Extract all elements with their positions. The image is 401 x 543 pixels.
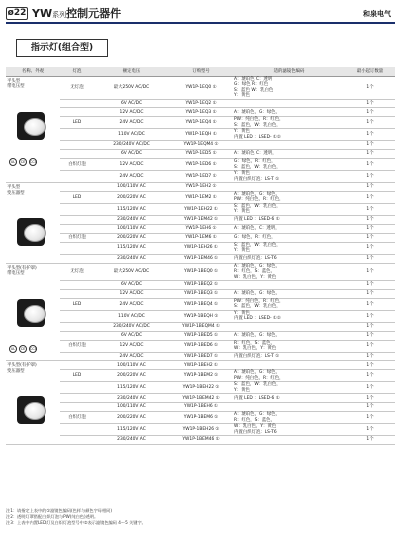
header-rule <box>6 22 395 24</box>
min-order-qty: 1个 <box>345 281 395 290</box>
lamp-type: LED <box>60 117 94 129</box>
order-model: YW1P-1BEQ3 ① <box>169 289 233 298</box>
lens-color-code: A：琥珀色 C：透明， <box>233 150 345 159</box>
lens-color-code: 内置 LED ：LSED-6 ① <box>233 394 345 403</box>
order-model: YW1P-1EM42 ① <box>169 215 233 224</box>
order-model: YW1P-1BEH22 ① <box>169 382 233 394</box>
rated-voltage: 200/220V AC <box>94 412 169 424</box>
min-order-qty: 1个 <box>345 233 395 242</box>
lens-color-code: Y：黄色 内置 LED ：LSED- ①② <box>233 310 345 322</box>
cert-mark-icon: UL <box>10 159 16 164</box>
table-row <box>6 382 395 394</box>
min-order-qty: 1个 <box>345 191 395 203</box>
min-order-qty: 1个 <box>345 99 395 108</box>
product-cell <box>6 76 60 183</box>
rated-voltage: 12V AC/DC <box>94 159 169 171</box>
lens-color-code: PW：纯白色，R：红色， S：蓝色，W：乳白色， <box>233 298 345 310</box>
table-row <box>6 263 395 281</box>
order-model: YW1P-1BEM2 ① <box>169 370 233 382</box>
rated-voltage: 最大250V AC/DC <box>94 76 169 99</box>
rated-voltage: 100/110V AC <box>94 403 169 412</box>
pilot-lamp-image <box>13 214 53 254</box>
min-order-qty: 1个 <box>345 254 395 263</box>
lens-color-code: A：琥珀色，G：绿色， <box>233 108 345 117</box>
min-order-qty: 1个 <box>345 150 395 159</box>
rated-voltage: 230/240V AC/DC <box>94 141 169 150</box>
table-row <box>6 76 395 99</box>
lens-color-code: S：蓝色，W：乳白色， Y：黄色 <box>233 203 345 215</box>
order-model: YW1P-1BED6 ① <box>169 340 233 352</box>
order-model: YW1P-1BEQ0 ① <box>169 263 233 281</box>
rated-voltage: 200/220V AC <box>94 191 169 203</box>
col-model: 订购型号 <box>169 67 233 76</box>
col-voltage: 额定电压 <box>94 67 169 76</box>
lens-color-code <box>233 436 345 445</box>
lens-color-code: 内置白炽灯泡：LS-T6 <box>233 254 345 263</box>
spec-table <box>6 67 395 445</box>
lens-color-code: A：琥珀色，G：绿色， R：红色，S：蓝色， W：乳白色，Y：黄色 <box>233 263 345 281</box>
order-model: YW1P-1EM2 ① <box>169 191 233 203</box>
product-name: 平头型 带电压型 <box>7 78 25 89</box>
table-row <box>6 281 395 290</box>
lamp-type <box>60 224 94 233</box>
section-title: 指示灯(组合型) <box>16 39 108 57</box>
lamp-type <box>60 424 94 436</box>
rated-voltage: 100/110V AC <box>94 183 169 192</box>
min-order-qty: 1个 <box>345 108 395 117</box>
table-row <box>6 370 395 382</box>
min-order-qty: 1个 <box>345 394 395 403</box>
lamp-type: 无灯泡 <box>60 76 94 99</box>
col-name: 名称、外观 <box>6 67 60 76</box>
lamp-type <box>60 203 94 215</box>
min-order-qty: 1个 <box>345 76 395 99</box>
order-model: YW1P-1BED7 ① <box>169 352 233 361</box>
lamp-type: 白炽灯泡 <box>60 233 94 242</box>
min-order-qty: 1个 <box>345 242 395 254</box>
lamp-type: 无灯泡 <box>60 263 94 281</box>
table-row <box>6 424 395 436</box>
rated-voltage: 200/220V AC <box>94 233 169 242</box>
lens-color-code <box>233 322 345 331</box>
order-model: YW1P-1BEQH ① <box>169 310 233 322</box>
min-order-qty: 1个 <box>345 117 395 129</box>
lamp-type <box>60 352 94 361</box>
min-order-qty: 1个 <box>345 436 395 445</box>
note-3: 注3：上表中内置LED灯及白炽灯泡型号中②表示滤镜色编码 4～5 关键字。 <box>6 520 146 525</box>
rated-voltage: 230/240V AC <box>94 436 169 445</box>
lens-color-code <box>233 99 345 108</box>
table-row <box>6 171 395 183</box>
order-model: YW1P-1ED7 ① <box>169 171 233 183</box>
min-order-qty: 1个 <box>345 361 395 370</box>
lens-color-code: A：琥珀色，G：绿色， <box>233 331 345 340</box>
min-order-qty: 1个 <box>345 171 395 183</box>
lens-color-code <box>233 183 345 192</box>
cert-mark-icon: UL <box>10 346 16 351</box>
lens-color-code: G：绿色，R：红色， <box>233 233 345 242</box>
order-model: YW1P-1ED5 ① <box>169 150 233 159</box>
rated-voltage: 230/240V AC <box>94 254 169 263</box>
order-model: YW1P-1EH2 ① <box>169 183 233 192</box>
product-name: 平头型(有护罩) 带电压型 <box>7 265 37 277</box>
lamp-type: LED <box>60 191 94 203</box>
pilot-lamp-image <box>13 392 53 432</box>
rated-voltage: 6V AC/DC <box>94 99 169 108</box>
min-order-qty: 1个 <box>345 224 395 233</box>
table-row <box>6 99 395 108</box>
product-name: 平头型(有护罩) 变压器型 <box>7 363 37 374</box>
rated-voltage: 110V AC/DC <box>94 129 169 141</box>
pilot-lamp-image <box>13 295 53 335</box>
order-model: YW1P-1BEM42 ① <box>169 394 233 403</box>
product-name: 平头型 变压器型 <box>7 185 25 196</box>
table-row <box>6 191 395 203</box>
order-model: YW1P-1EH22 ① <box>169 203 233 215</box>
min-order-qty: 1个 <box>345 331 395 340</box>
rated-voltage: 115/120V AC <box>94 203 169 215</box>
lamp-type <box>60 289 94 298</box>
min-order-qty: 1个 <box>345 129 395 141</box>
lens-color-code: A：琥珀色，G：绿色， PW：纯白色，R：红色， <box>233 370 345 382</box>
min-order-qty: 1个 <box>345 289 395 298</box>
lens-color-code: S：蓝色，W：乳白色， Y：黄色 <box>233 382 345 394</box>
cert-marks <box>9 158 59 166</box>
table-row <box>6 224 395 233</box>
page-number: ø22 <box>7 8 27 18</box>
rated-voltage: 110V AC/DC <box>94 310 169 322</box>
table-row <box>6 412 395 424</box>
rated-voltage: 12V AC/DC <box>94 108 169 117</box>
min-order-qty: 1个 <box>345 340 395 352</box>
rated-voltage: 最大250V AC/DC <box>94 263 169 281</box>
order-model: YW1P-1BEQM4 ① <box>169 322 233 331</box>
table-row <box>6 322 395 331</box>
lamp-type: LED <box>60 298 94 310</box>
table-row <box>6 403 395 412</box>
page-title <box>32 7 121 22</box>
cert-marks <box>9 345 59 353</box>
lamp-type <box>60 331 94 340</box>
order-model: YW1P-1EM46 ① <box>169 254 233 263</box>
table-row <box>6 340 395 352</box>
lens-color-code: PW：纯白色，R：红色， S：蓝色，W：乳白色， <box>233 117 345 129</box>
lamp-type <box>60 242 94 254</box>
table-row <box>6 352 395 361</box>
lens-color-code: A：琥珀色，G：绿色， PW：纯白色，R：红色， <box>233 191 345 203</box>
title-text: 控制元器件 <box>66 7 122 20</box>
lamp-type: LED <box>60 370 94 382</box>
order-model: YW1P-1EQ2 ① <box>169 99 233 108</box>
col-qty: 最小起订数量 <box>345 67 395 76</box>
cert-mark-icon: CCC <box>30 159 38 164</box>
min-order-qty: 1个 <box>345 310 395 322</box>
rated-voltage: 100/110V AC <box>94 361 169 370</box>
order-model: YW1P-1BEM6 ① <box>169 412 233 424</box>
lamp-type <box>60 171 94 183</box>
min-order-qty: 1个 <box>345 215 395 224</box>
table-row <box>6 254 395 263</box>
table-row <box>6 129 395 141</box>
lamp-type: 白炽灯泡 <box>60 412 94 424</box>
lens-color-code: W：乳白色，Y：黄色 内置白炽灯泡：LS-T6 <box>233 424 345 436</box>
table-row <box>6 150 395 159</box>
lamp-type <box>60 382 94 394</box>
lens-color-code <box>233 141 345 150</box>
order-model: YW1P-1BEM46 ① <box>169 436 233 445</box>
lens-color-code: R：红色，S：蓝色， W：乳白色，Y：黄色 <box>233 340 345 352</box>
cert-mark-icon: CE <box>20 159 26 164</box>
rated-voltage: 230/240V AC/DC <box>94 322 169 331</box>
product-cell <box>6 183 60 263</box>
pilot-lamp-image <box>13 108 53 148</box>
table-row <box>6 289 395 298</box>
order-model: YW1P-1EQH ① <box>169 129 233 141</box>
table-row <box>6 141 395 150</box>
min-order-qty: 1个 <box>345 322 395 331</box>
lens-color-code <box>233 281 345 290</box>
min-order-qty: 1个 <box>345 412 395 424</box>
order-model: YW1P-1EM6 ① <box>169 233 233 242</box>
rated-voltage: 115/120V AC <box>94 382 169 394</box>
min-order-qty: 1个 <box>345 370 395 382</box>
lens-color-code <box>233 403 345 412</box>
table-row <box>6 361 395 370</box>
lamp-type <box>60 436 94 445</box>
lens-color-code: 内置 LED ：LSED-6 ① <box>233 215 345 224</box>
table-row <box>6 203 395 215</box>
order-model: YW1P-1ED6 ① <box>169 159 233 171</box>
rated-voltage: 100/110V AC <box>94 224 169 233</box>
lens-color-code: A：琥珀色，G：绿色， R：红色，S：蓝色， <box>233 412 345 424</box>
table-row <box>6 183 395 192</box>
lamp-type <box>60 394 94 403</box>
table-header-row <box>6 67 395 76</box>
order-model: YW1P-1BEQ4 ① <box>169 298 233 310</box>
lamp-type <box>60 129 94 141</box>
min-order-qty: 1个 <box>345 203 395 215</box>
lamp-type <box>60 215 94 224</box>
rated-voltage: 200/220V AC <box>94 370 169 382</box>
rated-voltage: 24V AC/DC <box>94 117 169 129</box>
lens-color-code: S：蓝色，W：乳白色， Y：黄色 <box>233 242 345 254</box>
cert-mark-icon: CCC <box>30 346 38 351</box>
lamp-type: 白炽灯泡 <box>60 340 94 352</box>
lens-color-code: A：琥珀色，G：绿色， <box>233 289 345 298</box>
lamp-type <box>60 108 94 117</box>
table-row <box>6 331 395 340</box>
table-body <box>6 76 395 445</box>
col-lamp: 灯泡 <box>60 67 94 76</box>
min-order-qty: 1个 <box>345 298 395 310</box>
note-1: 注1：请指定上表中的①滤镜色编码(色样与颜色字母相同) <box>6 508 113 513</box>
page-header <box>6 7 395 21</box>
rated-voltage: 6V AC/DC <box>94 331 169 340</box>
lamp-type <box>60 150 94 159</box>
order-model: YW1P-1EH26 ① <box>169 242 233 254</box>
lamp-type <box>60 254 94 263</box>
table-row <box>6 117 395 129</box>
min-order-qty: 1个 <box>345 263 395 281</box>
order-model: YW1P-1BED5 ① <box>169 331 233 340</box>
table-row <box>6 242 395 254</box>
table-row <box>6 436 395 445</box>
table-row <box>6 159 395 171</box>
table-row <box>6 108 395 117</box>
rated-voltage: 115/120V AC <box>94 424 169 436</box>
order-model: YW1P-1EH6 ① <box>169 224 233 233</box>
table-row <box>6 298 395 310</box>
rated-voltage: 12V AC/DC <box>94 289 169 298</box>
lens-color-code: A：琥珀色，C：透明， <box>233 224 345 233</box>
lamp-type <box>60 322 94 331</box>
min-order-qty: 1个 <box>345 159 395 171</box>
min-order-qty: 1个 <box>345 183 395 192</box>
lamp-type <box>60 99 94 108</box>
table-row <box>6 394 395 403</box>
table-row <box>6 233 395 242</box>
lens-color-code: Y：黄色 内置 LED ：LSED- ①② <box>233 129 345 141</box>
rated-voltage: 115/120V AC <box>94 242 169 254</box>
min-order-qty: 1个 <box>345 382 395 394</box>
series-suffix: 系列 <box>52 11 67 19</box>
rated-voltage: 230/240V AC <box>94 215 169 224</box>
lens-color-code: 内置白炽灯泡：LS-T ① <box>233 352 345 361</box>
order-model: YW1P-1BEH2 ① <box>169 361 233 370</box>
lamp-type <box>60 310 94 322</box>
min-order-qty: 1个 <box>345 403 395 412</box>
lens-color-code: G：绿色，R：红色， S：蓝色，W：乳白色， <box>233 159 345 171</box>
order-model: YW1P-1EQ4 ① <box>169 117 233 129</box>
order-model: YW1P-1BEQ2 ① <box>169 281 233 290</box>
brand-logo: 和泉电气 <box>363 10 391 18</box>
min-order-qty: 1个 <box>345 424 395 436</box>
table-row <box>6 215 395 224</box>
lamp-type <box>60 281 94 290</box>
lens-color-code <box>233 361 345 370</box>
cert-mark-icon: CE <box>20 346 26 351</box>
lens-color-code: A：琥珀色 C：透明 G：绿色 R：红色 S：蓝色 W：乳白色 Y：黄色 <box>233 76 345 99</box>
rated-voltage: 24V AC/DC <box>94 298 169 310</box>
rated-voltage: 6V AC/DC <box>94 150 169 159</box>
lamp-type <box>60 403 94 412</box>
series-name: YW <box>32 7 53 20</box>
order-model: YW1P-1EQ0 ① <box>169 76 233 99</box>
lamp-type: 白炽灯泡 <box>60 159 94 171</box>
rated-voltage: 12V AC/DC <box>94 340 169 352</box>
order-model: YW1P-1BEH6 ① <box>169 403 233 412</box>
rated-voltage: 24V AC/DC <box>94 171 169 183</box>
lamp-type <box>60 361 94 370</box>
order-model: YW1P-1EQM4 ① <box>169 141 233 150</box>
lamp-type <box>60 183 94 192</box>
footnotes <box>6 508 146 526</box>
order-model: YW1P-1BEH26 ① <box>169 424 233 436</box>
min-order-qty: 1个 <box>345 352 395 361</box>
product-cell <box>6 263 60 361</box>
table-row <box>6 310 395 322</box>
lamp-type <box>60 141 94 150</box>
lens-color-code: Y：黄色 内置白炽灯泡：LS-T ① <box>233 171 345 183</box>
rated-voltage: 6V AC/DC <box>94 281 169 290</box>
note-2: 注2：透明灯罩搭配白炽灯泡与PW(纯白色)透明。 <box>6 514 99 519</box>
order-model: YW1P-1EQ3 ① <box>169 108 233 117</box>
product-cell <box>6 361 60 445</box>
rated-voltage: 24V AC/DC <box>94 352 169 361</box>
rated-voltage: 230/240V AC <box>94 394 169 403</box>
min-order-qty: 1个 <box>345 141 395 150</box>
col-color: 适的滤镜色编码 <box>233 67 345 76</box>
